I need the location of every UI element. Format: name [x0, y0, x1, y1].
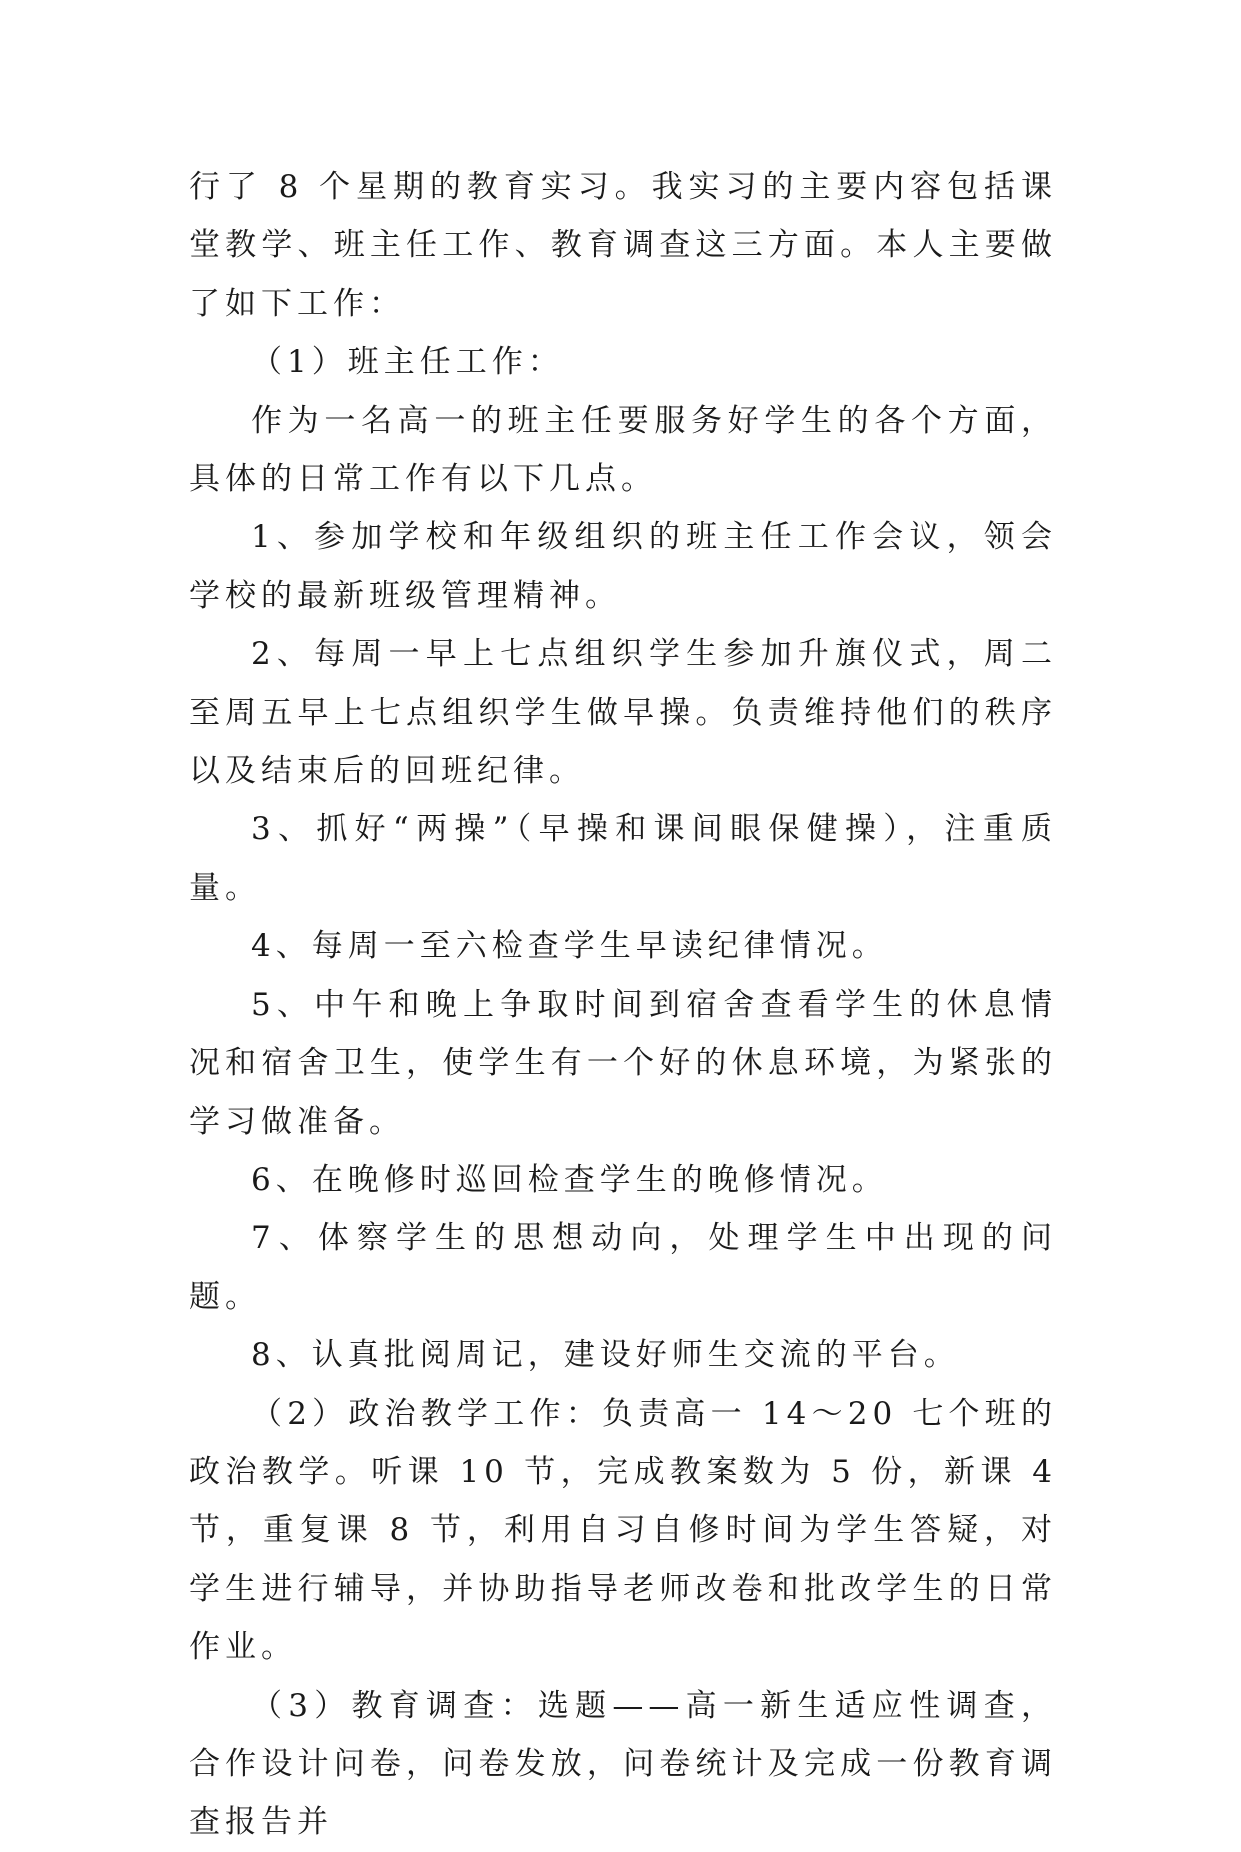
document-body: [189, 158, 1057, 1852]
paragraph-class-teacher-overview: 作为一名高一的班主任要服务好学生的各个方面，具体的日常工作有以下几点。: [189, 402, 1057, 498]
section-education-survey: （3）教育调查：选题——高一新生适应性调查，合作设计问卷，问卷发放，问卷统计及完成一份教育调查报告并: [189, 1687, 1057, 1841]
section-heading-class-teacher: （1）班主任工作：: [251, 344, 564, 381]
list-item-7: 7、体察学生的思想动向，处理学生中出现的问题。: [189, 1220, 1057, 1315]
list-item-4: 4、每周一至六检查学生早读纪律情况。: [251, 928, 888, 965]
list-item-6: 6、在晚修时巡回检查学生的晚修情况。: [251, 1161, 888, 1198]
paragraph-intro-continuation: 行了 8 个星期的教育实习。我实习的主要内容包括课堂教学、班主任工作、教育调查这三方面。本人主要做了如下工作：: [189, 169, 1057, 322]
list-item-5: 5、中午和晚上争取时间到宿舍查看学生的休息情况和宿舍卫生，使学生有一个好的休息环境，为紧张的学习做准备。: [189, 986, 1057, 1140]
list-item-1: 1、参加学校和年级组织的班主任工作会议，领会学校的最新班级管理精神。: [189, 519, 1057, 614]
list-item-2: 2、每周一早上七点组织学生参加升旗仪式，周二至周五早上七点组织学生做早操。负责维持他们的秩序以及结束后的回班纪律。: [189, 636, 1057, 790]
section-political-teaching: （2）政治教学工作：负责高一 14～20 七个班的政治教学。听课 10 节，完成教案数为 5 份，新课 4 节，重复课 8 节，利用自习自修时间为学生答疑，对学生进行辅导，并协助指导老师改卷和批改学生的日常作业。: [189, 1395, 1057, 1666]
list-item-8: 8、认真批阅周记，建设好师生交流的平台。: [251, 1337, 960, 1374]
list-item-3: 3、抓好“两操”（早操和课间眼保健操），注重质量。: [189, 811, 1057, 906]
